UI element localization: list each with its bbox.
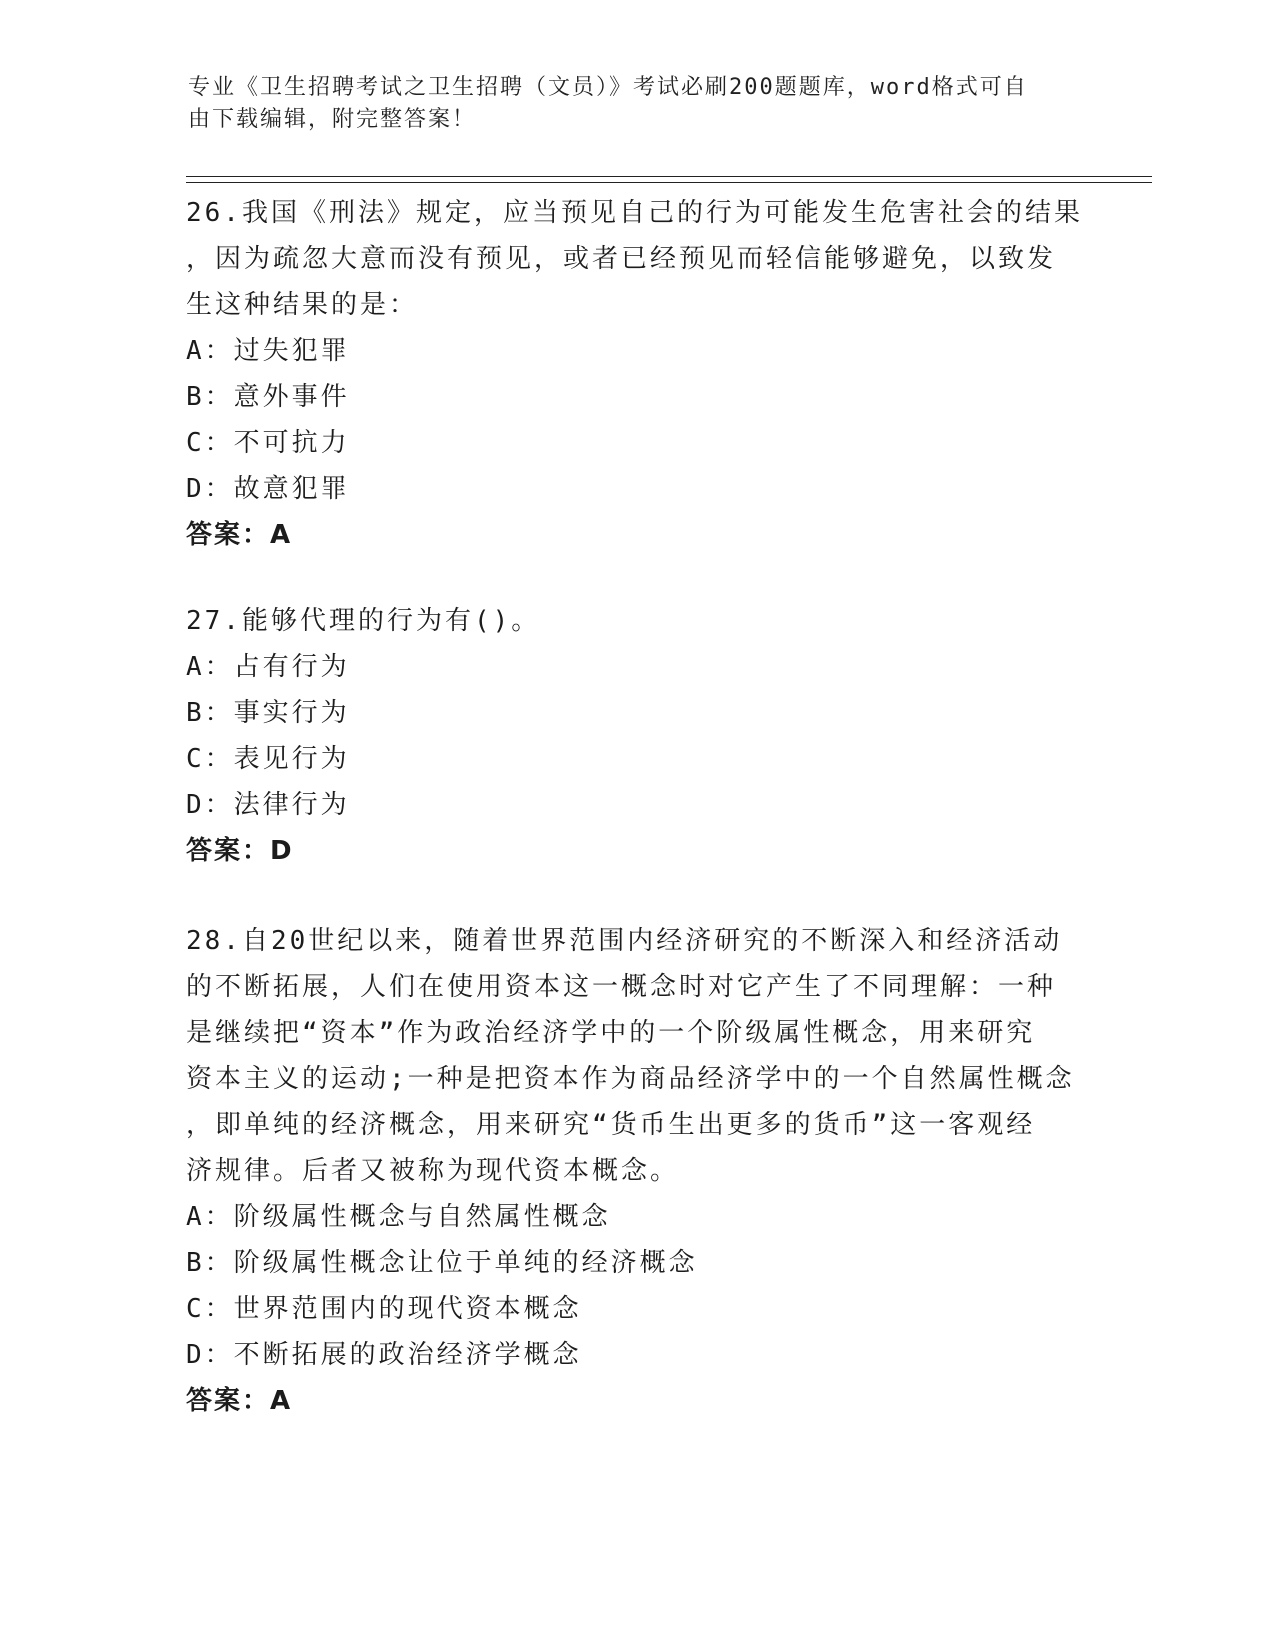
option-c: C：表见行为 (186, 744, 350, 774)
option-a: A：占有行为 (186, 652, 350, 682)
question-text-line: 是继续把“资本”作为政治经济学中的一个阶级属性概念，用来研究 (186, 1018, 1036, 1048)
question-27 (186, 598, 1086, 874)
option-d: D：法律行为 (186, 790, 350, 820)
header-divider-top (186, 176, 1152, 177)
option-c: C：世界范围内的现代资本概念 (186, 1294, 582, 1324)
option-d: D：故意犯罪 (186, 474, 350, 504)
question-text-line: 生这种结果的是： (186, 290, 419, 320)
question-text-line: 的不断拓展，人们在使用资本这一概念时对它产生了不同理解：一种 (186, 972, 1057, 1002)
question-28 (186, 918, 1086, 1424)
answer: 答案：A (186, 1386, 293, 1416)
question-text-line: 28.自20世纪以来，随着世界范围内经济研究的不断深入和经济活动 (186, 926, 1063, 956)
option-b: B：阶级属性概念让位于单纯的经济概念 (186, 1248, 698, 1278)
header-line-1: 专业《卫生招聘考试之卫生招聘（文员）》考试必刷200题题库，word格式可自 (188, 75, 1028, 100)
question-text-line: ，因为疏忽大意而没有预见，或者已经预见而轻信能够避免，以致发 (186, 244, 1057, 274)
option-a: A：过失犯罪 (186, 336, 350, 366)
question-text-line: 济规律。后者又被称为现代资本概念。 (186, 1156, 680, 1186)
question-text-line: 26.我国《刑法》规定，应当预见自己的行为可能发生危害社会的结果 (186, 198, 1083, 228)
question-text-line: 资本主义的运动;一种是把资本作为商品经济学中的一个自然属性概念 (186, 1064, 1075, 1094)
document-header (188, 72, 1068, 136)
question-text-line: ，即单纯的经济概念，用来研究“货币生出更多的货币”这一客观经 (186, 1110, 1036, 1140)
option-b: B：事实行为 (186, 698, 350, 728)
option-c: C：不可抗力 (186, 428, 350, 458)
answer: 答案：D (186, 836, 294, 866)
option-b: B：意外事件 (186, 382, 350, 412)
option-a: A：阶级属性概念与自然属性概念 (186, 1202, 611, 1232)
header-line-2: 由下载编辑，附完整答案！ (188, 107, 477, 132)
option-d: D：不断拓展的政治经济学概念 (186, 1340, 582, 1370)
question-26 (186, 190, 1086, 558)
answer: 答案：A (186, 520, 293, 550)
header-divider-bottom (186, 182, 1152, 183)
question-text-line: 27.能够代理的行为有()。 (186, 606, 541, 636)
